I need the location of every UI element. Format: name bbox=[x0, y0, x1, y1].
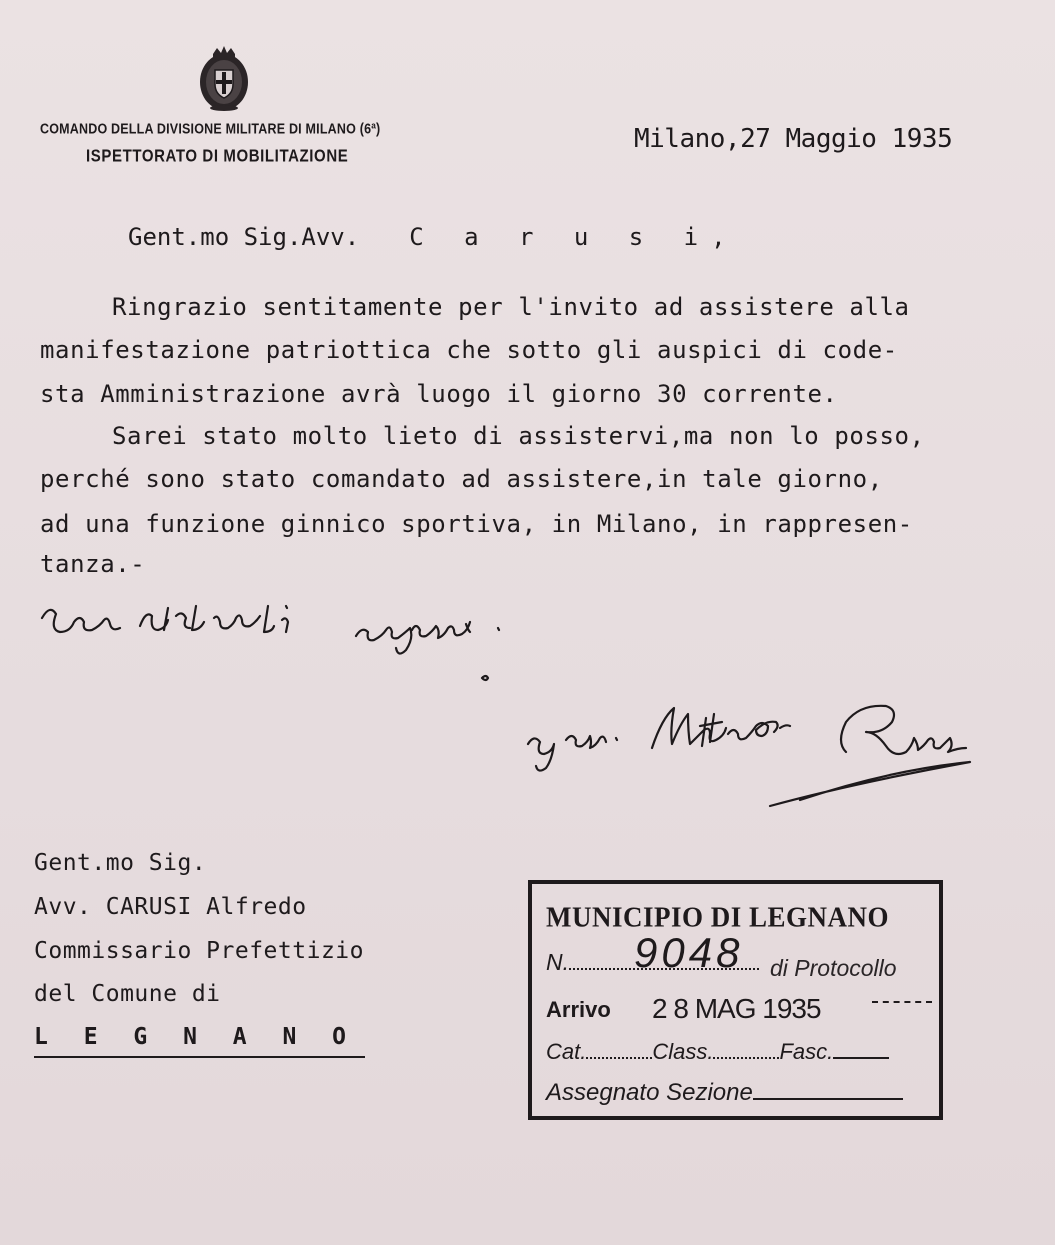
letterhead-command: COMANDO DELLA DIVISIONE MILITARE DI MILANO (6ª) bbox=[40, 120, 381, 138]
stamp-protocol-label: di Protocollo bbox=[770, 955, 897, 981]
salutation-prefix: Gent.mo Sig.Avv. bbox=[128, 223, 360, 251]
body-line: Ringrazio sentitamente per l'invito ad assistere alla bbox=[112, 293, 910, 321]
stamp-assigned-label: Assegnato Sezione bbox=[546, 1079, 753, 1106]
body-line: ad una funzione ginnico sportiva, in Milano, in rappresen- bbox=[40, 510, 913, 538]
stamp-arrival-date: 2 8 MAG 1935 bbox=[652, 993, 821, 1024]
letterhead-office: ISPETTORATO DI MOBILITAZIONE bbox=[86, 146, 349, 167]
addressee-line: del Comune di bbox=[34, 981, 221, 1007]
stamp-n-label: N. bbox=[546, 949, 569, 975]
stamp-number-row bbox=[546, 929, 897, 981]
handwritten-closing bbox=[42, 606, 499, 680]
addressee-city: L E G N A N O bbox=[34, 1024, 365, 1058]
body-line: Sarei stato molto lieto di assistervi,ma non lo posso, bbox=[112, 422, 925, 450]
protocol-stamp bbox=[528, 880, 943, 1120]
stamp-title: MUNICIPIO DI LEGNANO bbox=[546, 901, 890, 933]
letter-date: Milano,27 Maggio 1935 bbox=[634, 124, 953, 154]
stamp-classification-row bbox=[546, 1039, 889, 1065]
body-line: sta Amministrazione avrà luogo il giorno 30 corrente. bbox=[40, 380, 838, 408]
body-line: tanza.- bbox=[40, 550, 146, 578]
stamp-arrival-row bbox=[546, 993, 821, 1024]
handwritten-signature bbox=[528, 706, 970, 806]
stamp-class-label: Class. bbox=[652, 1039, 714, 1064]
stamp-fasc-label: Fasc. bbox=[779, 1039, 834, 1064]
stamp-arrival-label: Arrivo bbox=[546, 997, 611, 1022]
addressee-line: Commissario Prefettizio bbox=[34, 938, 364, 964]
body-line: perché sono stato comandato ad assistere,in tale giorno, bbox=[40, 465, 883, 493]
stamp-assignment-row bbox=[546, 1079, 903, 1107]
stamp-cat-label: Cat. bbox=[546, 1039, 587, 1064]
body-line: manifestazione patriottica che sotto gli auspici di code- bbox=[40, 336, 898, 364]
addressee-line: Gent.mo Sig. bbox=[34, 850, 207, 876]
salutation-name: C a r u s i, bbox=[409, 223, 739, 251]
stamp-protocol-number: 9048 bbox=[634, 929, 744, 976]
addressee-line: Avv. CARUSI Alfredo bbox=[34, 894, 307, 920]
